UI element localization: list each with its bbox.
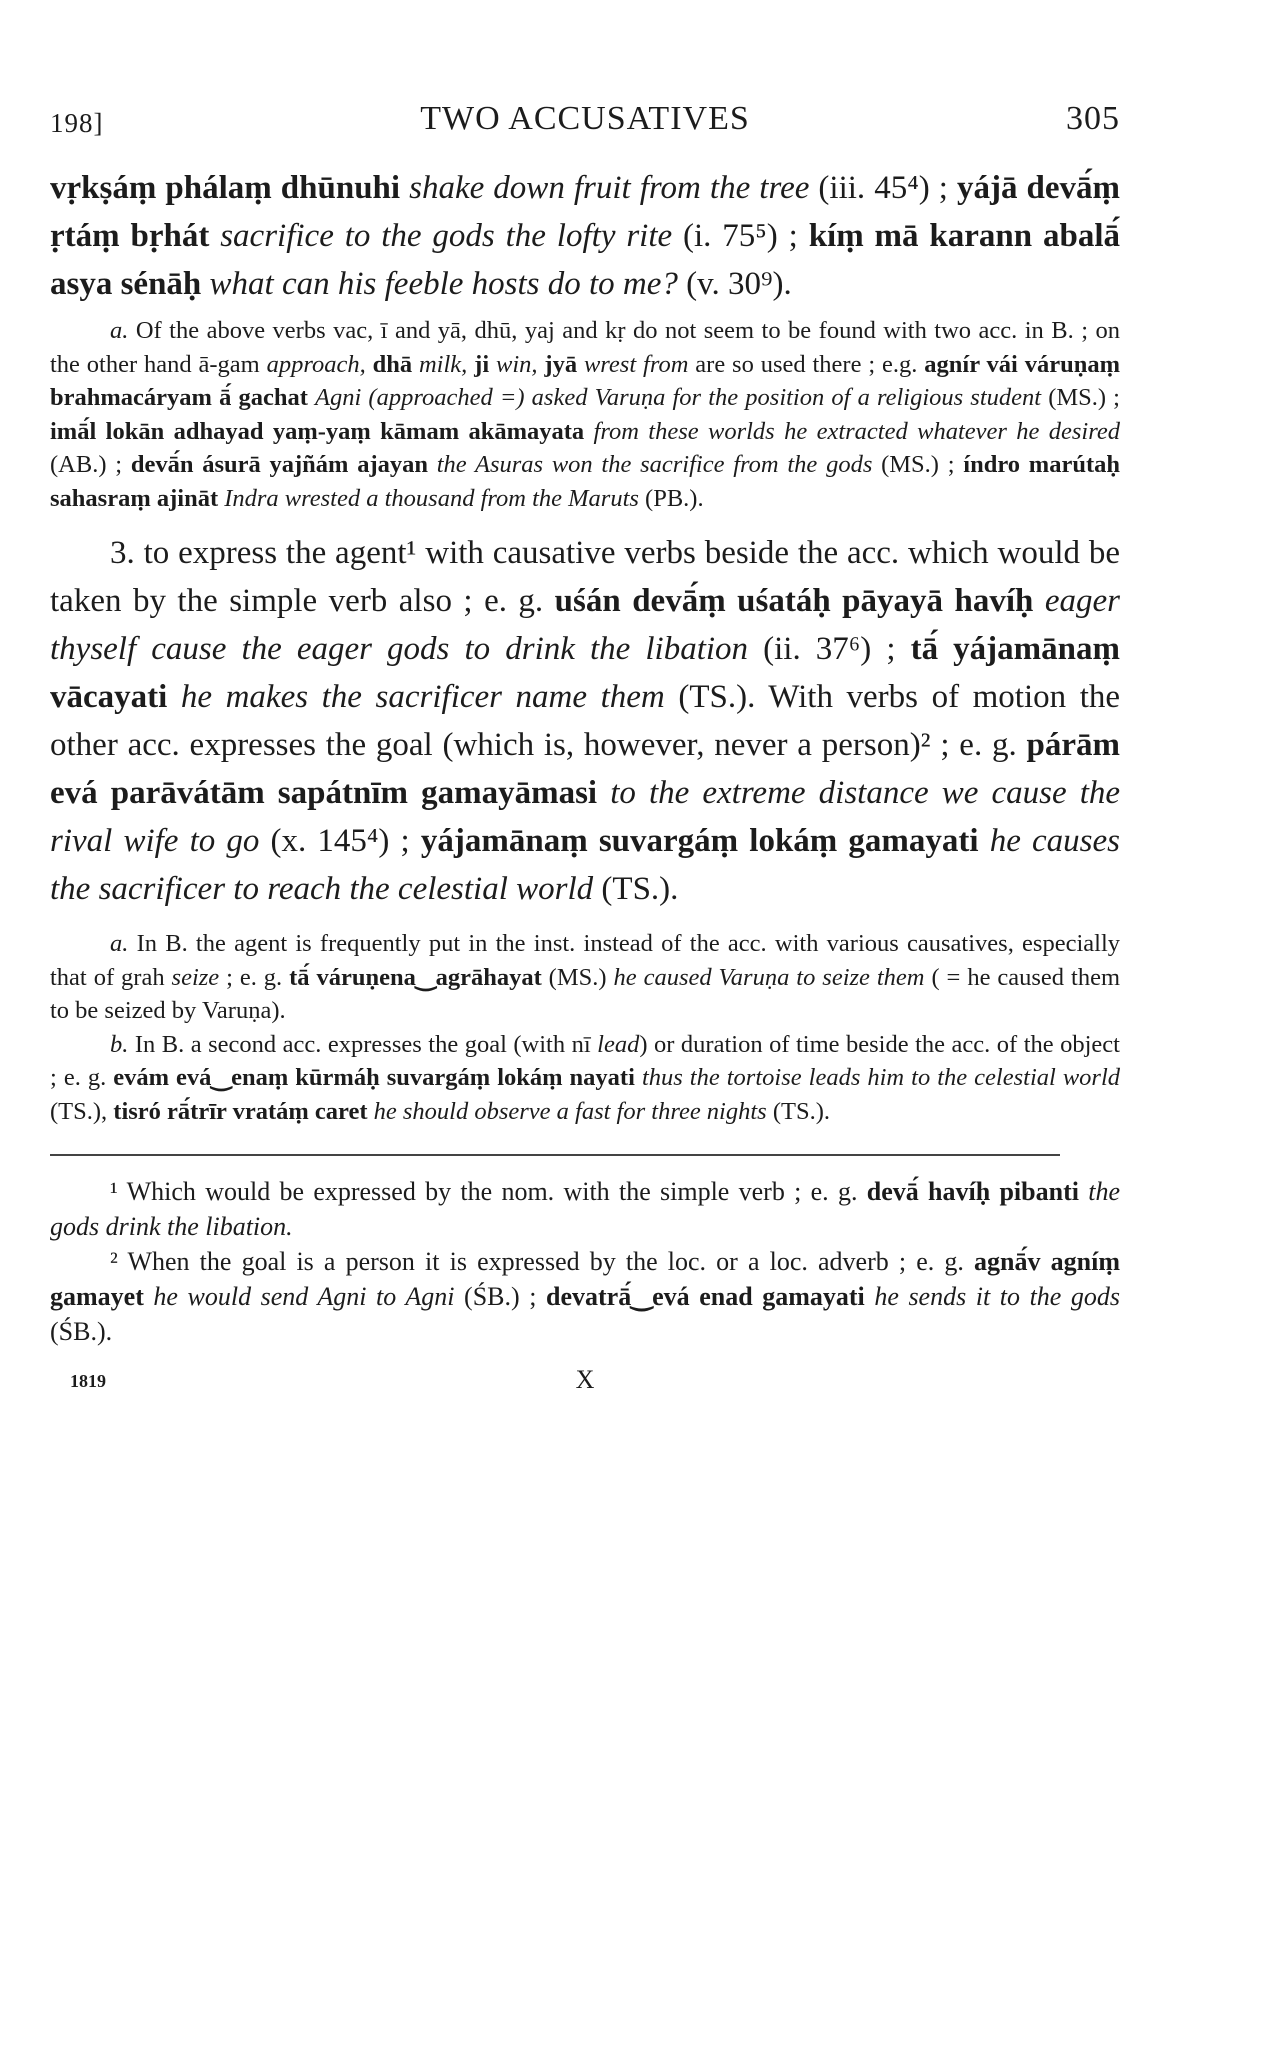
translation-text: he sends it to the gods bbox=[874, 1282, 1121, 1311]
note-label: a. bbox=[110, 317, 129, 344]
printer-signature: 1819 bbox=[70, 1371, 106, 1391]
note-text: In B. a second acc. expresses the goal (with nī bbox=[128, 1030, 598, 1058]
translation-text: wrest from bbox=[583, 350, 689, 378]
reference-text: (TS.). bbox=[593, 871, 679, 907]
paragraph-examples bbox=[50, 164, 1120, 308]
sanskrit-text: agnír vái váruṇaṃ brahmacáryam ā́ gachat bbox=[50, 350, 1120, 411]
sanskrit-text: párām evá parāvátām sapátnīm gamayāmasi bbox=[50, 727, 1120, 811]
reference-text: (TS.). With verbs of motion the other acc. expresses the goal (which is, however, never a person)² ; e. g. bbox=[50, 679, 1121, 763]
translation-text: he should observe a fast for three nights bbox=[373, 1097, 767, 1125]
note-a-verbs bbox=[50, 314, 1120, 515]
paragraph-causative bbox=[50, 529, 1120, 913]
section-item-number: 3. bbox=[110, 535, 135, 571]
footnote-text: Which would be expressed by the nom. with the simple verb ; e. g. bbox=[117, 1177, 867, 1206]
sanskrit-text: yájā devā́ṃ ṛtáṃ bṛhát bbox=[50, 170, 1120, 254]
sanskrit-text: ji bbox=[467, 350, 497, 378]
translation-text: from these worlds he extracted whatever he desired bbox=[593, 417, 1120, 445]
translation-text: Indra wrested a thousand from the Maruts bbox=[224, 484, 639, 512]
reference-text: (MS.) ; bbox=[1041, 384, 1120, 411]
reference-text: (i. 75⁵) ; bbox=[672, 218, 809, 254]
translation-text: approach, bbox=[266, 350, 366, 378]
reference-text: (v. 30⁹). bbox=[677, 266, 792, 302]
reference-text: ) or duration of time beside the acc. of the object ; e. g. bbox=[50, 1030, 1120, 1091]
reference-text: (TS.), bbox=[50, 1097, 114, 1125]
reference-text: (ŚB.). bbox=[50, 1317, 113, 1346]
sanskrit-text: evám evá‿enaṃ kūrmáḥ suvargáṃ lokáṃ nayati bbox=[113, 1064, 635, 1091]
note-text: In B. the agent is frequently put in the inst. instead of the acc. with various causatives, especially that of grah bbox=[50, 930, 1120, 991]
page-footer bbox=[50, 1365, 1120, 1405]
reference-text: (MS.) ; bbox=[872, 451, 964, 478]
reference-text: ( = he caused them to be seized by Varuṇa). bbox=[50, 963, 1120, 1024]
page-number: 305 bbox=[1066, 100, 1120, 137]
footnote-divider bbox=[50, 1154, 1060, 1156]
translation-text: win, bbox=[496, 350, 538, 378]
sanskrit-text: devā́ havíḥ pibanti bbox=[866, 1177, 1079, 1206]
sanskrit-text: yájamānaṃ suvargáṃ lokáṃ gamayati bbox=[420, 823, 979, 859]
sanskrit-text: tā́ yájamānaṃ vācayati bbox=[50, 631, 1121, 715]
footnote-1 bbox=[50, 1174, 1120, 1244]
sanskrit-text: índro marútaḥ sahasraṃ ajināt bbox=[50, 451, 1120, 512]
translation-text: eager thyself cause the eager gods to drink the libation bbox=[50, 583, 1121, 667]
page bbox=[50, 100, 1120, 1405]
running-header bbox=[50, 100, 1120, 150]
gathering-mark: X bbox=[575, 1365, 595, 1394]
sanskrit-text: devā́n ásurā yajñám ajayan bbox=[130, 451, 428, 478]
translation-text: sacrifice to the gods the lofty rite bbox=[220, 218, 673, 254]
sanskrit-text: imā́l lokān adhayad yaṃ-yaṃ kāmam akāmayata bbox=[50, 417, 585, 445]
note-text: Of the above verbs vac, ī and yā, dhū, yaj and kṛ do not seem to be found with two acc. in B. ; on the other hand ā-gam bbox=[50, 317, 1120, 378]
sanskrit-text: uśán devā́ṃ uśatáḥ pāyayā havíḥ bbox=[554, 583, 1034, 619]
note-b-goal bbox=[50, 1028, 1120, 1129]
translation-text: he would send Agni to Agni bbox=[153, 1282, 455, 1311]
translation-text: thus the tortoise leads him to the celestial world bbox=[641, 1064, 1121, 1091]
reference-text: are so used there ; e.g. bbox=[688, 350, 925, 378]
translation-text: he makes the sacrificer name them bbox=[180, 679, 665, 715]
reference-text: (MS.) bbox=[541, 963, 614, 991]
sanskrit-text: dhā bbox=[365, 350, 419, 378]
translation-text: shake down fruit from the tree bbox=[409, 170, 810, 206]
sanskrit-text: agnā́v agníṃ gamayet bbox=[50, 1247, 1120, 1311]
reference-text: (x. 145⁴) ; bbox=[259, 823, 421, 859]
note-label: b. bbox=[110, 1030, 129, 1058]
reference-text: ; e. g. bbox=[219, 963, 290, 991]
translation-text: lead bbox=[597, 1030, 640, 1058]
reference-text: (AB.) ; bbox=[50, 451, 131, 478]
translation-text: the gods drink the libation. bbox=[50, 1177, 1121, 1241]
reference-text: (iii. 45⁴) ; bbox=[809, 170, 957, 206]
page-title: TWO ACCUSATIVES bbox=[420, 100, 750, 137]
sanskrit-text: devatrā́‿evá enad gamayati bbox=[546, 1282, 865, 1311]
translation-text: Agni (approached =) asked Varuṇa for the position of a religious student bbox=[315, 384, 1042, 411]
note-label: a. bbox=[110, 930, 129, 957]
footnote-text: When the goal is a person it is expressed by the loc. or a loc. adverb ; e. g. bbox=[117, 1247, 975, 1276]
reference-text: (TS.). bbox=[766, 1097, 831, 1125]
translation-text: he caused Varuṇa to seize them bbox=[613, 963, 925, 991]
reference-text: (ii. 37⁶) ; bbox=[748, 631, 911, 667]
translation-text: milk, bbox=[418, 350, 468, 378]
translation-text: to the extreme distance we cause the rival wife to go bbox=[50, 775, 1121, 859]
sanskrit-text: vṛkṣáṃ phálaṃ dhūnuhi bbox=[50, 170, 401, 206]
sanskrit-text: kíṃ mā karann abalā́ asya sénāḥ bbox=[50, 218, 1121, 302]
translation-text: what can his feeble hosts do to me? bbox=[209, 266, 678, 302]
reference-text: (ŚB.) ; bbox=[454, 1282, 547, 1311]
note-a-instrumental bbox=[50, 927, 1120, 1028]
translation-text: seize bbox=[171, 963, 220, 991]
sanskrit-text: tā́ váruṇena‿agrāhayat bbox=[289, 963, 542, 991]
translation-text: the Asuras won the sacrifice from the gods bbox=[436, 451, 873, 478]
footnote-2 bbox=[50, 1244, 1120, 1349]
translation-text: he causes the sacrificer to reach the celestial world bbox=[50, 823, 1120, 907]
body-text: to express the agent¹ with causative verbs beside the acc. which would be taken by the simple verb also ; e. g. bbox=[50, 535, 1120, 619]
footnote-marker: ¹ bbox=[110, 1177, 118, 1206]
sanskrit-text: jyā bbox=[537, 350, 584, 378]
reference-text: (PB.). bbox=[638, 484, 704, 512]
section-number: 198] bbox=[50, 108, 104, 138]
sanskrit-text: tisró rā́trīr vratáṃ caret bbox=[113, 1097, 368, 1125]
footnote-marker: ² bbox=[110, 1247, 118, 1276]
